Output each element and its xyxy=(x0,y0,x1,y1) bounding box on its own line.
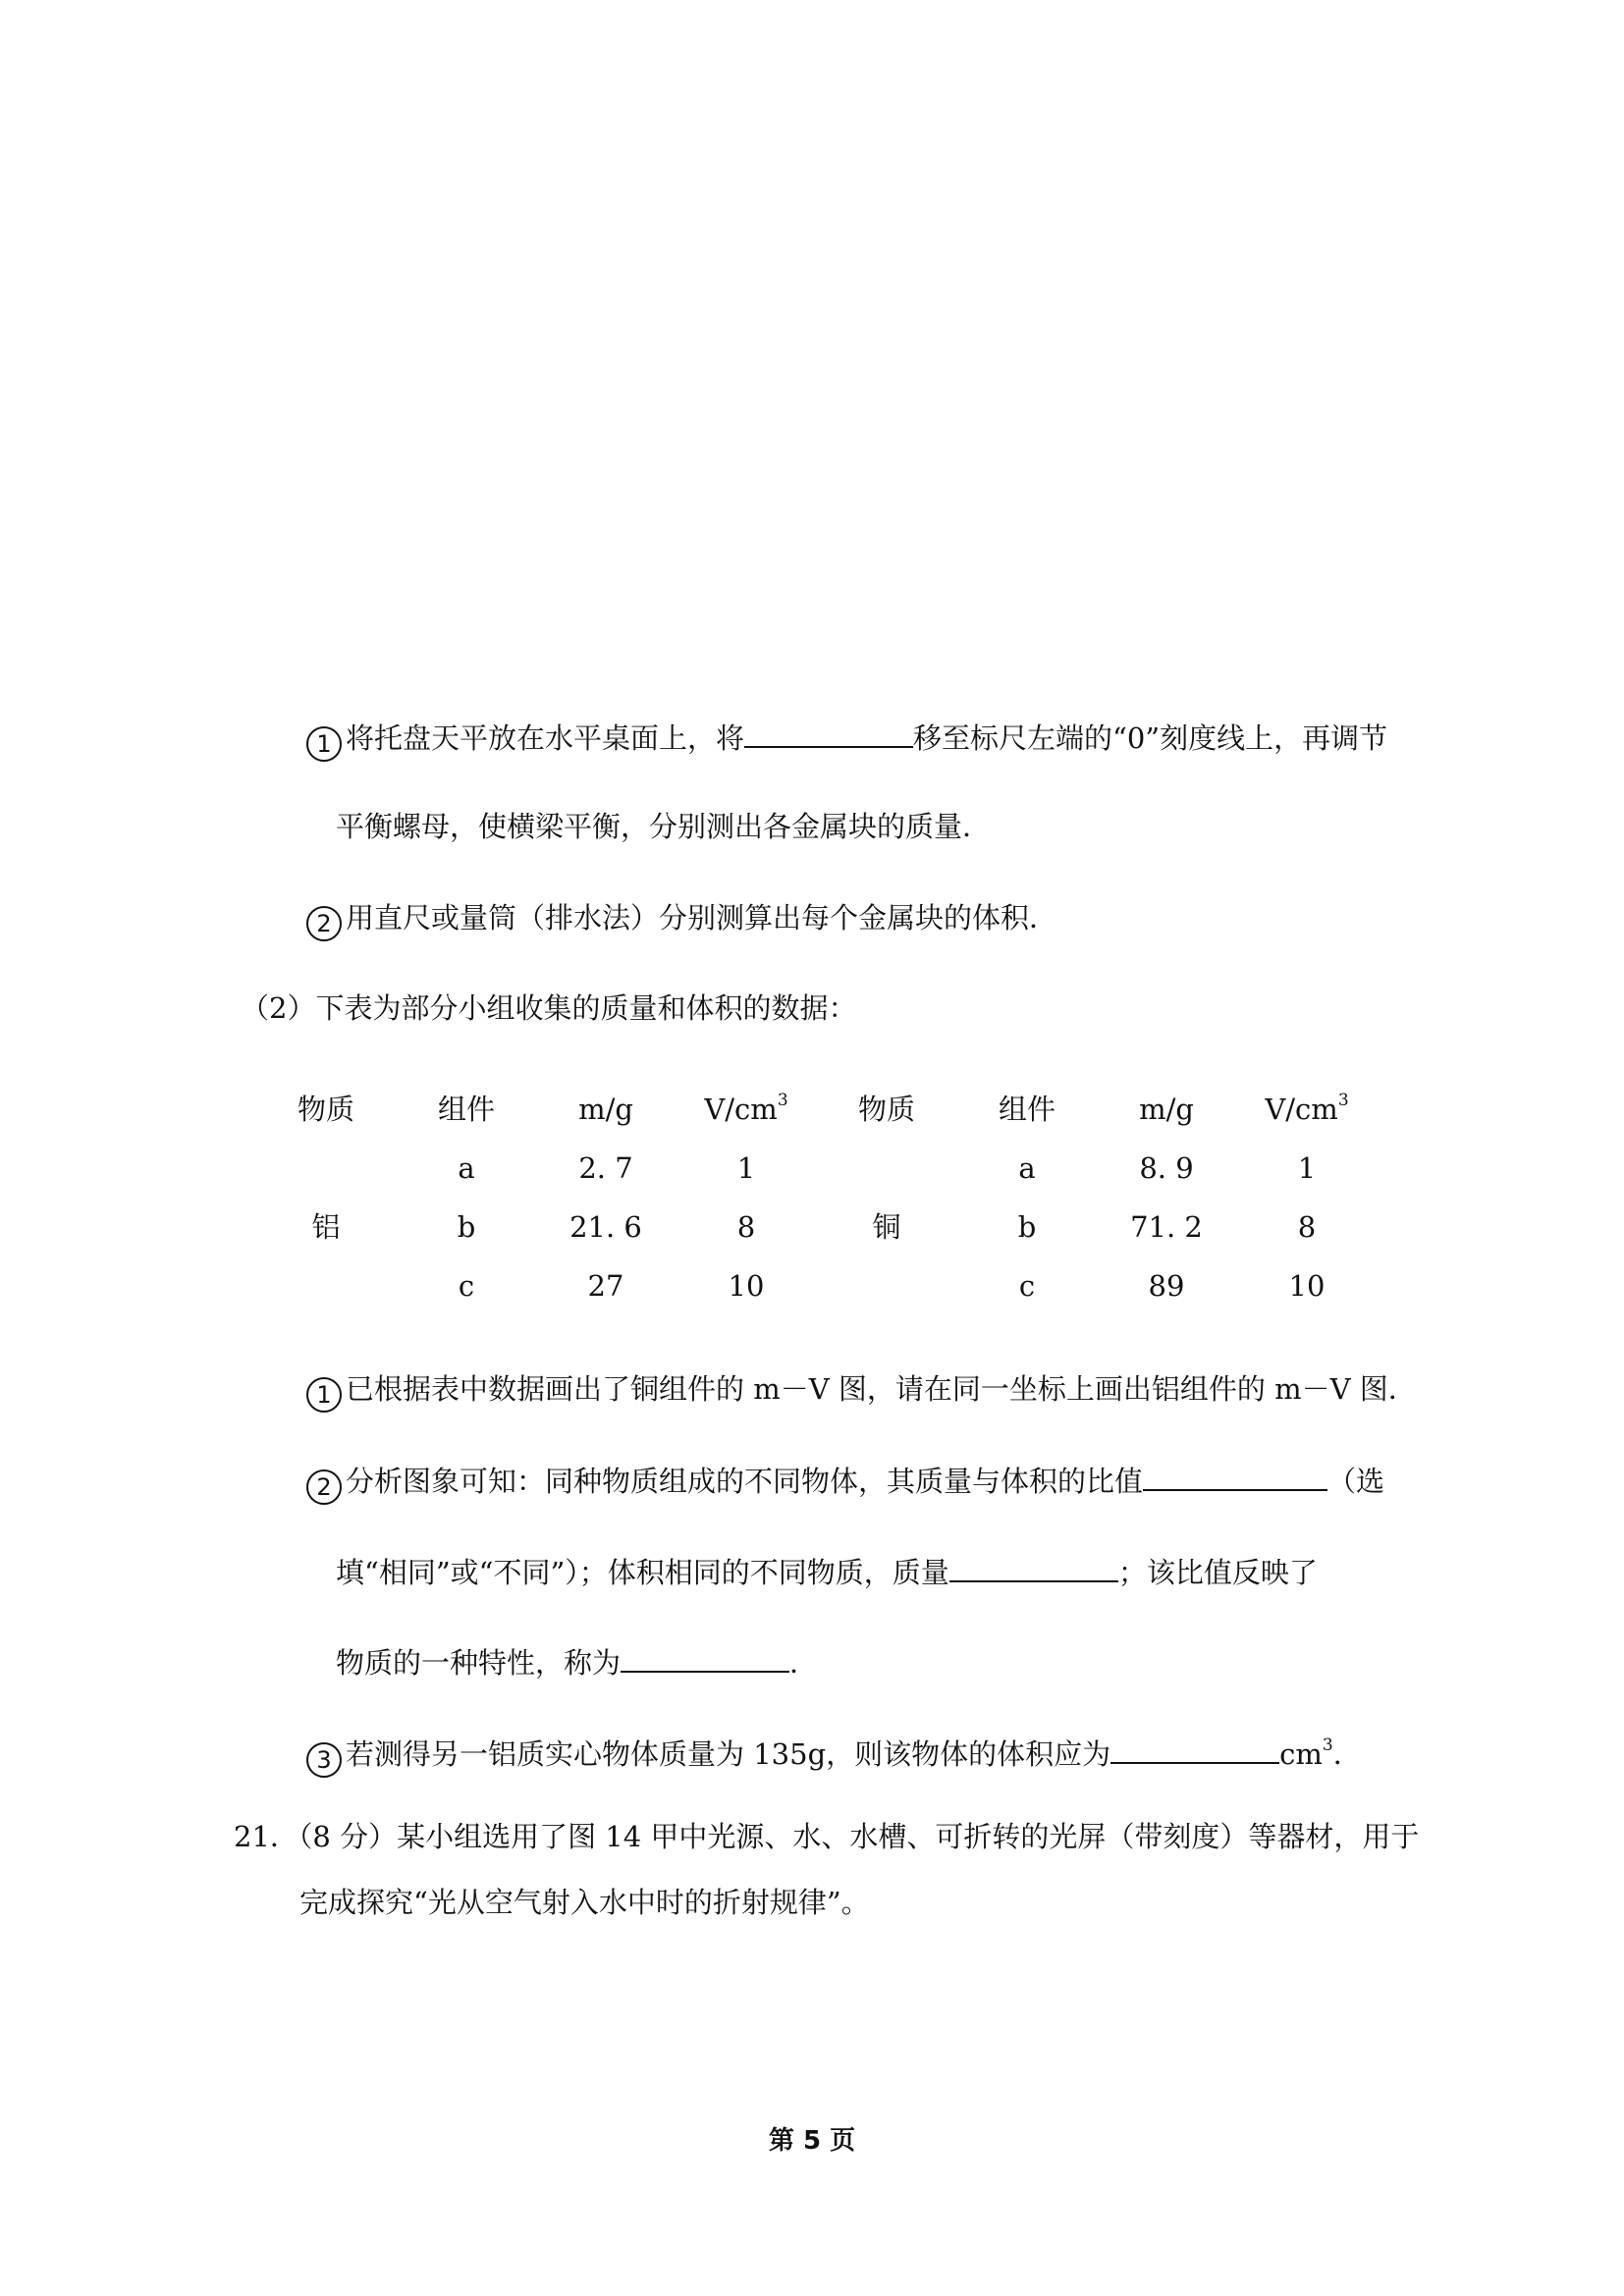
circled-number: 2 xyxy=(306,906,342,941)
table-cell: c xyxy=(458,1269,475,1303)
material-copper: 铜 xyxy=(872,1210,901,1244)
item1-line: 1 已根据表中数据画出了铜组件的 m－V 图，请在同一坐标上画出铝组件的 m－V 图． xyxy=(306,1369,1417,1413)
table-header: 组件 xyxy=(437,1093,495,1126)
table-cell: 1 xyxy=(1297,1151,1317,1185)
table-cell: 89 xyxy=(1148,1269,1185,1303)
circled-number: 1 xyxy=(306,726,342,762)
table-header: $V/cm^3$ xyxy=(704,1091,788,1126)
table-header: 组件 xyxy=(998,1093,1056,1126)
table-cell: 2. 7 xyxy=(578,1151,633,1185)
table-cell: 10 xyxy=(1288,1269,1326,1303)
item3-line: 3 若测得另一铝质实心物体质量为 135g，则该物体的体积应为 $cm^3$． xyxy=(306,1733,1362,1778)
table-cell: 27 xyxy=(587,1269,624,1303)
table-cell: b xyxy=(457,1210,476,1244)
table-header: $V/cm^3$ xyxy=(1265,1091,1349,1126)
table-cell: 8 xyxy=(736,1210,756,1244)
table-cell: 8. 9 xyxy=(1139,1151,1194,1185)
answer-blank[interactable] xyxy=(949,1551,1118,1582)
table-cell: 8 xyxy=(1297,1210,1317,1244)
table-header: 物质 xyxy=(857,1093,915,1126)
question-2-intro: （2）下表为部分小组收集的质量和体积的数据： xyxy=(241,991,857,1025)
step2-line: 2 用直尺或量筒（排水法）分别测算出每个金属块的体积． xyxy=(306,898,1057,941)
item2-line-2: 填“相同”或“不同”）；体积相同的不同物质，质量 ；该比值反映了 xyxy=(336,1551,1318,1592)
circled-number: 2 xyxy=(306,1469,342,1505)
item2-line-3: 物质的一种特性，称为 ． xyxy=(336,1641,818,1682)
question-21-line-1: 21．（8 分）某小组选用了图 14 甲中光源、水、水槽、可折转的光屏（带刻度）等器材，用于 xyxy=(234,1820,1420,1853)
table-header: m/g xyxy=(1139,1093,1194,1126)
item2-line: 2 分析图象可知：同种物质组成的不同物体，其质量与体积的比值 （选 xyxy=(306,1460,1384,1505)
table-cell: 21. 6 xyxy=(569,1210,642,1244)
question-21-line-2: 完成探究“光从空气射入水中时的折射规律”。 xyxy=(299,1886,870,1919)
table-cell: c xyxy=(1018,1269,1036,1303)
table-cell: 10 xyxy=(728,1269,765,1303)
table-cell: 71. 2 xyxy=(1130,1210,1203,1244)
table-cell: a xyxy=(458,1151,475,1185)
material-aluminum: 铝 xyxy=(311,1210,341,1244)
table-header: m/g xyxy=(578,1093,633,1126)
step1-line: 1 将托盘天平放在水平桌面上，将 移至标尺左端的“0”刻度线上，再调节 xyxy=(306,717,1387,762)
page-number: 第 5 页 xyxy=(768,2126,856,2156)
circled-number: 3 xyxy=(306,1742,342,1778)
table-header: 物质 xyxy=(297,1093,354,1126)
answer-blank[interactable] xyxy=(1110,1733,1279,1764)
table-cell: b xyxy=(1017,1210,1037,1244)
answer-blank[interactable] xyxy=(744,717,913,748)
step1-continuation: 平衡螺母，使横梁平衡，分别测出各金属块的质量． xyxy=(336,810,992,843)
circled-number: 1 xyxy=(306,1377,342,1413)
answer-blank[interactable] xyxy=(1143,1460,1327,1491)
table-cell: 1 xyxy=(736,1151,756,1185)
table-cell: a xyxy=(1018,1151,1036,1185)
answer-blank[interactable] xyxy=(621,1641,789,1673)
